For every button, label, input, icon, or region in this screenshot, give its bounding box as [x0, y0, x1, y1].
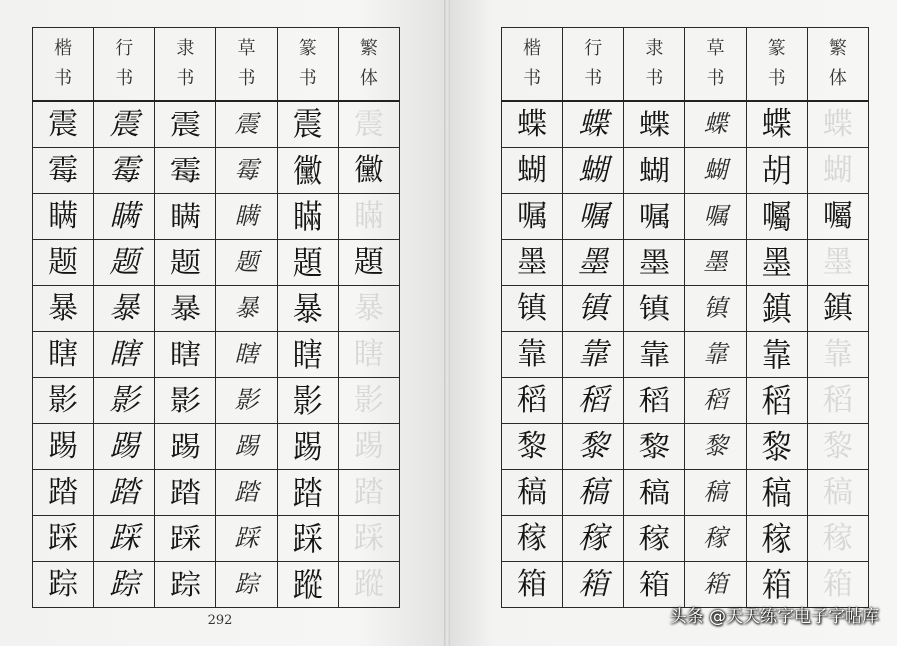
column-header-char: 草 书 [237, 38, 256, 89]
glyph-xingshu: 瞒 [94, 194, 155, 240]
column-header-char: 繁 体 [359, 38, 378, 89]
glyph-xingshu: 踏 [94, 470, 155, 516]
glyph-lishu: 霉 [151, 148, 219, 194]
glyph-kaishu: 暴 [33, 286, 94, 332]
column-header-char: 篆 书 [298, 38, 317, 89]
glyph-fanti-bleedthrough: 黎 [807, 424, 868, 470]
glyph-kaishu: 靠 [502, 332, 563, 378]
glyph-caoshu: 影 [216, 378, 277, 424]
glyph-caoshu: 黎 [685, 424, 746, 470]
glyph-zhuanshu: 蝶 [746, 99, 807, 149]
glyph-zhuanshu: 影 [277, 376, 338, 426]
glyph-xingshu: 蝴 [563, 148, 624, 194]
glyph-kaishu: 镇 [502, 286, 563, 332]
glyph-lishu: 黎 [620, 424, 688, 470]
character-row [502, 194, 869, 240]
glyph-lishu: 影 [151, 378, 219, 424]
glyph-caoshu: 蝴 [685, 148, 746, 194]
glyph-caoshu: 墨 [685, 240, 746, 286]
character-row [33, 378, 400, 424]
page-number: 292 [207, 613, 233, 628]
character-row [33, 562, 400, 608]
glyph-kaishu: 影 [33, 378, 94, 424]
glyph-fanti: 題 [338, 240, 399, 286]
glyph-zhuanshu: 稿 [746, 468, 807, 518]
glyph-xingshu: 稿 [563, 470, 624, 516]
glyph-lishu: 踪 [151, 562, 219, 608]
glyph-caoshu: 嘱 [685, 194, 746, 240]
glyph-xingshu: 踩 [94, 516, 155, 562]
glyph-zhuanshu: 稻 [746, 376, 807, 426]
glyph-fanti-bleedthrough: 稿 [807, 470, 868, 516]
glyph-caoshu: 稿 [685, 470, 746, 516]
glyph-xingshu: 霉 [94, 148, 155, 194]
glyph-kaishu: 震 [33, 101, 94, 148]
character-row [33, 101, 400, 148]
character-row [33, 332, 400, 378]
glyph-xingshu: 暴 [94, 286, 155, 332]
glyph-xingshu: 靠 [563, 332, 624, 378]
glyph-zhuanshu: 踩 [277, 514, 338, 564]
glyph-zhuanshu: 鎮 [746, 284, 807, 334]
glyph-zhuanshu: 箱 [746, 560, 807, 610]
glyph-fanti-bleedthrough: 箱 [807, 562, 868, 608]
glyph-lishu: 踏 [151, 470, 219, 516]
glyph-kaishu: 稿 [502, 470, 563, 516]
column-header [33, 28, 94, 102]
glyph-zhuanshu: 題 [277, 238, 338, 288]
glyph-lishu: 踢 [151, 424, 219, 470]
column-header [746, 28, 807, 102]
glyph-fanti-bleedthrough: 影 [338, 378, 399, 424]
glyph-caoshu: 霉 [216, 148, 277, 194]
glyph-caoshu: 稻 [685, 378, 746, 424]
glyph-kaishu: 题 [33, 240, 94, 286]
glyph-kaishu: 稻 [502, 378, 563, 424]
glyph-caoshu: 踪 [216, 562, 277, 608]
glyph-fanti-bleedthrough: 踢 [338, 424, 399, 470]
glyph-lishu: 稿 [620, 470, 688, 516]
glyph-kaishu: 踏 [33, 470, 94, 516]
glyph-lishu: 嘱 [620, 194, 688, 240]
glyph-xingshu: 震 [94, 101, 155, 148]
column-header-char: 繁 体 [828, 38, 847, 89]
glyph-caoshu: 踏 [216, 470, 277, 516]
glyph-zhuanshu: 蹤 [277, 560, 338, 610]
glyph-caoshu: 踢 [216, 424, 277, 470]
glyph-xingshu: 题 [94, 240, 155, 286]
glyph-zhuanshu: 黎 [746, 422, 807, 472]
glyph-kaishu: 稼 [502, 516, 563, 562]
column-header-char: 楷 书 [54, 38, 73, 89]
glyph-caoshu: 箱 [685, 562, 746, 608]
glyph-zhuanshu: 墨 [746, 238, 807, 288]
glyph-kaishu: 蝶 [502, 101, 563, 148]
glyph-lishu: 瞒 [151, 194, 219, 240]
glyph-fanti-bleedthrough: 蝴 [807, 148, 868, 194]
glyph-lishu: 踩 [151, 516, 219, 562]
glyph-lishu: 题 [151, 240, 219, 286]
glyph-xingshu: 嘱 [563, 194, 624, 240]
glyph-xingshu: 蝶 [563, 101, 624, 148]
glyph-lishu: 震 [151, 101, 219, 148]
glyph-zhuanshu: 瞎 [277, 330, 338, 380]
glyph-caoshu: 暴 [216, 286, 277, 332]
glyph-fanti-bleedthrough: 瞞 [338, 194, 399, 240]
column-header [277, 28, 338, 102]
glyph-caoshu: 镇 [685, 286, 746, 332]
glyph-zhuanshu: 黴 [277, 146, 338, 196]
glyph-kaishu: 瞎 [33, 332, 94, 378]
glyph-caoshu: 瞎 [216, 332, 277, 378]
character-row [33, 194, 400, 240]
character-row [502, 148, 869, 194]
character-row [33, 240, 400, 286]
glyph-xingshu: 墨 [563, 240, 624, 286]
glyph-zhuanshu: 暴 [277, 284, 338, 334]
glyph-fanti-bleedthrough: 靠 [807, 332, 868, 378]
column-header [216, 28, 277, 102]
glyph-lishu: 墨 [620, 240, 688, 286]
glyph-xingshu: 踪 [94, 562, 155, 608]
character-row [502, 562, 869, 608]
book-spine [444, 0, 450, 646]
character-row [33, 286, 400, 332]
glyph-lishu: 镇 [620, 286, 688, 332]
character-table-left [32, 27, 400, 608]
glyph-kaishu: 嘱 [502, 194, 563, 240]
glyph-caoshu: 瞒 [216, 194, 277, 240]
header-row [502, 28, 869, 102]
glyph-fanti-bleedthrough: 震 [338, 101, 399, 148]
character-row [502, 101, 869, 148]
character-row [502, 516, 869, 562]
glyph-xingshu: 瞎 [94, 332, 155, 378]
header-row [33, 28, 400, 102]
watermark: 头条 @天天练字电子字帖库 [669, 607, 879, 627]
character-row [33, 148, 400, 194]
glyph-lishu: 瞎 [151, 332, 219, 378]
glyph-fanti-bleedthrough: 墨 [807, 240, 868, 286]
glyph-lishu: 稻 [620, 378, 688, 424]
glyph-xingshu: 镇 [563, 286, 624, 332]
glyph-zhuanshu: 踏 [277, 468, 338, 518]
glyph-fanti-bleedthrough: 暴 [338, 286, 399, 332]
character-row [33, 470, 400, 516]
glyph-caoshu: 稼 [685, 516, 746, 562]
glyph-kaishu: 踢 [33, 424, 94, 470]
glyph-kaishu: 踩 [33, 516, 94, 562]
column-header-char: 行 书 [584, 38, 603, 89]
glyph-caoshu: 题 [216, 240, 277, 286]
glyph-zhuanshu: 胡 [746, 146, 807, 196]
glyph-lishu: 暴 [151, 286, 219, 332]
glyph-lishu: 靠 [620, 332, 688, 378]
glyph-lishu: 蝴 [620, 148, 688, 194]
glyph-fanti-bleedthrough: 稻 [807, 378, 868, 424]
character-row [33, 424, 400, 470]
glyph-fanti: 黴 [338, 148, 399, 194]
glyph-xingshu: 踢 [94, 424, 155, 470]
character-row [502, 424, 869, 470]
glyph-kaishu: 箱 [502, 562, 563, 608]
glyph-xingshu: 箱 [563, 562, 624, 608]
glyph-kaishu: 蝴 [502, 148, 563, 194]
glyph-xingshu: 黎 [563, 424, 624, 470]
column-header-char: 草 书 [706, 38, 725, 89]
glyph-caoshu: 踩 [216, 516, 277, 562]
glyph-fanti: 囑 [807, 194, 868, 240]
character-row [502, 470, 869, 516]
glyph-lishu: 稼 [620, 516, 688, 562]
character-row [502, 332, 869, 378]
glyph-zhuanshu: 踢 [277, 422, 338, 472]
glyph-fanti: 鎮 [807, 286, 868, 332]
glyph-zhuanshu: 震 [277, 99, 338, 149]
column-header [685, 28, 746, 102]
column-header-char: 行 书 [115, 38, 134, 89]
column-header [563, 28, 624, 102]
glyph-zhuanshu: 稼 [746, 514, 807, 564]
glyph-fanti-bleedthrough: 蝶 [807, 101, 868, 148]
column-header-char: 隶 书 [645, 38, 664, 89]
glyph-fanti-bleedthrough: 踏 [338, 470, 399, 516]
glyph-fanti-bleedthrough: 蹤 [338, 562, 399, 608]
glyph-caoshu: 靠 [685, 332, 746, 378]
column-header-char: 篆 书 [767, 38, 786, 89]
glyph-zhuanshu: 靠 [746, 330, 807, 380]
column-header [94, 28, 155, 102]
column-header [624, 28, 685, 102]
glyph-fanti-bleedthrough: 瞎 [338, 332, 399, 378]
glyph-kaishu: 踪 [33, 562, 94, 608]
character-table-right [501, 27, 869, 608]
glyph-caoshu: 蝶 [685, 101, 746, 148]
glyph-xingshu: 影 [94, 378, 155, 424]
glyph-zhuanshu: 瞞 [277, 192, 338, 242]
character-row [502, 286, 869, 332]
column-header [155, 28, 216, 102]
glyph-lishu: 蝶 [620, 101, 688, 148]
glyph-zhuanshu: 囑 [746, 192, 807, 242]
glyph-caoshu: 震 [216, 101, 277, 148]
glyph-fanti-bleedthrough: 稼 [807, 516, 868, 562]
character-row [502, 240, 869, 286]
glyph-kaishu: 霉 [33, 148, 94, 194]
column-header [338, 28, 399, 102]
column-header [502, 28, 563, 102]
glyph-kaishu: 墨 [502, 240, 563, 286]
glyph-kaishu: 黎 [502, 424, 563, 470]
glyph-lishu: 箱 [620, 562, 688, 608]
character-row [33, 516, 400, 562]
glyph-kaishu: 瞒 [33, 194, 94, 240]
column-header-char: 楷 书 [523, 38, 542, 89]
column-header [807, 28, 868, 102]
glyph-xingshu: 稼 [563, 516, 624, 562]
glyph-xingshu: 稻 [563, 378, 624, 424]
glyph-fanti-bleedthrough: 踩 [338, 516, 399, 562]
character-row [502, 378, 869, 424]
column-header-char: 隶 书 [176, 38, 195, 89]
